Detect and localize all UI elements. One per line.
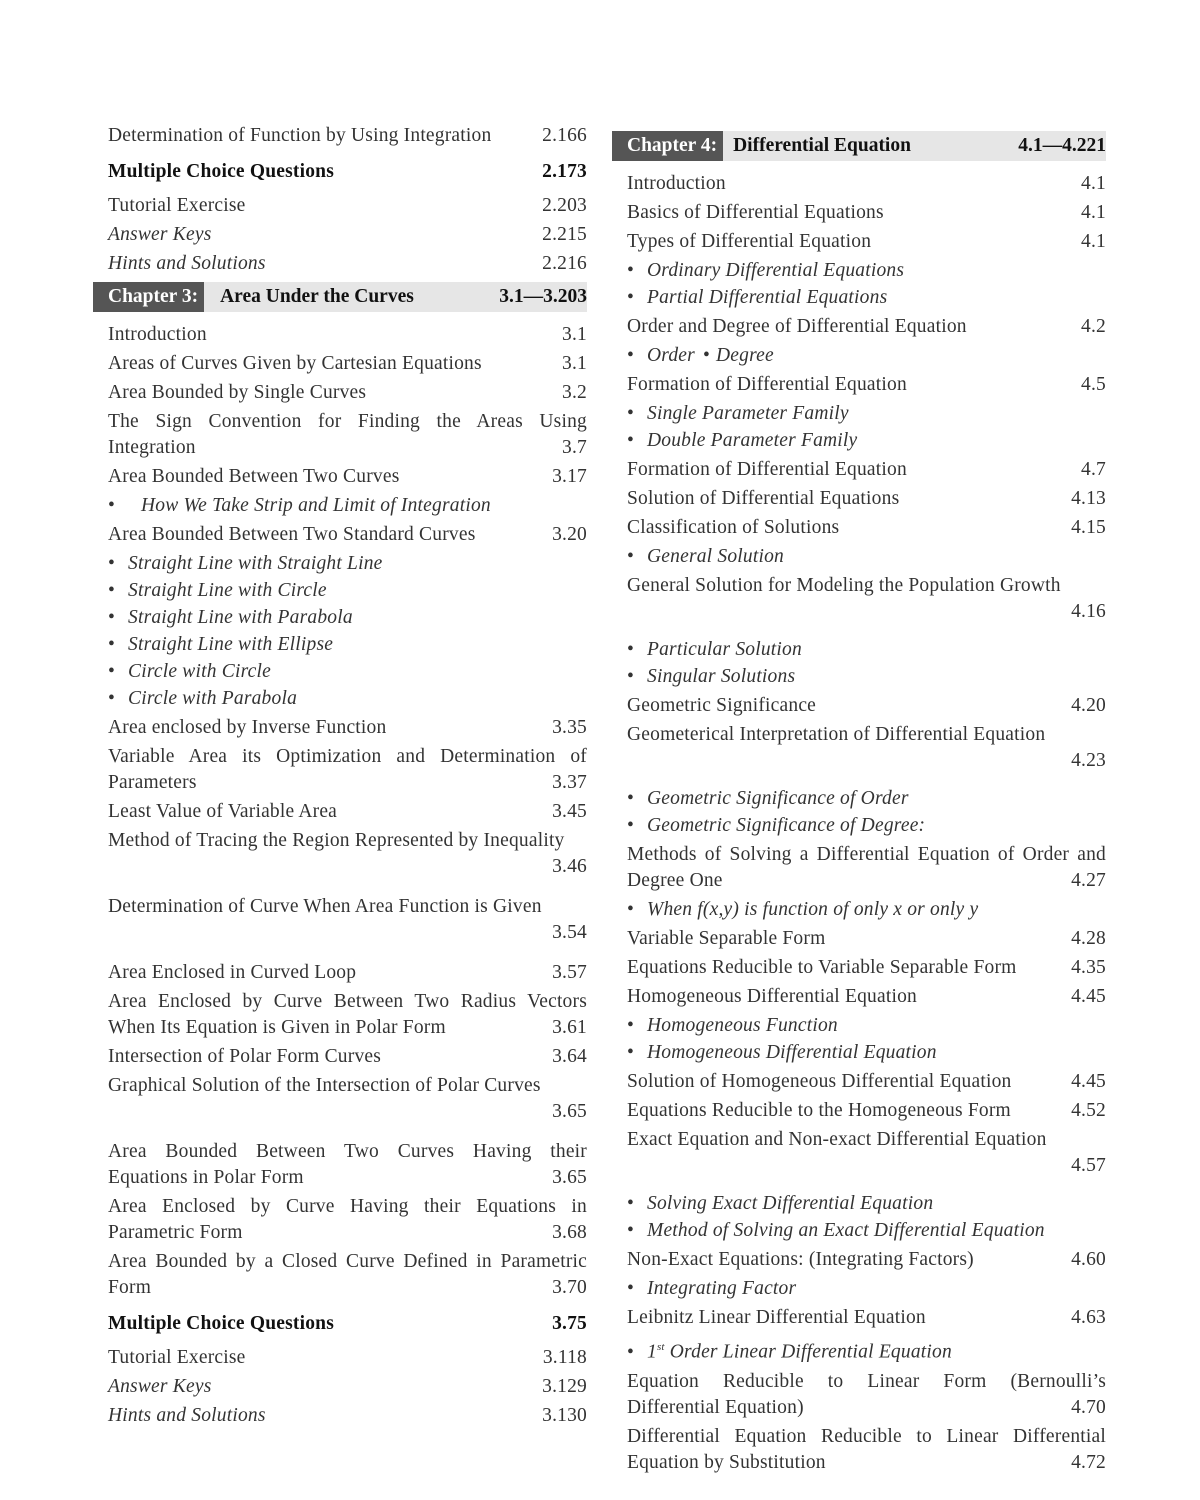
toc-entry[interactable] (612, 984, 1106, 1010)
bullet-icon: • (627, 546, 635, 567)
bullet-text: Straight Line with Circle (128, 580, 327, 601)
mcq-entry[interactable] (93, 159, 587, 185)
entry-page: 4.57 (1071, 1155, 1106, 1176)
entry-title: Leibnitz Linear Differential Equation (627, 1307, 926, 1328)
toc-entry[interactable] (612, 722, 1106, 774)
entry-title-line: Integration (108, 437, 196, 458)
entry-page: 3.65 (552, 1167, 587, 1188)
toc-entry[interactable] (612, 1369, 1106, 1421)
toc-entry[interactable] (612, 1098, 1106, 1124)
entry-page: 3.37 (552, 772, 587, 793)
entry-title: Hints and Solutions (108, 1405, 266, 1426)
entry-page: 3.57 (552, 962, 587, 983)
entry-page: 4.52 (1071, 1100, 1106, 1121)
bullet-icon: • (108, 661, 116, 682)
toc-entry[interactable] (612, 171, 1106, 197)
entry-page: 4.45 (1071, 986, 1106, 1007)
bullet-text: Order (647, 345, 695, 366)
chapter-range: 4.1—4.221 (1018, 135, 1106, 156)
bullet-item[interactable] (612, 664, 1106, 690)
entry-page: 4.2 (1081, 316, 1106, 337)
entry-page: 3.1 (562, 324, 587, 345)
entry-title: Multiple Choice Questions (108, 161, 335, 182)
entry-title: Tutorial Exercise (108, 1347, 246, 1368)
tutorial-entry[interactable] (93, 193, 587, 219)
bullet-text: Double Parameter Family (647, 430, 858, 451)
toc-entry[interactable] (612, 926, 1106, 952)
bullet-icon: • (627, 1341, 635, 1363)
bullet-text: Circle with Circle (128, 661, 271, 682)
toc-entry[interactable] (93, 828, 587, 880)
bullet-icon: • (627, 430, 635, 451)
bullet-icon: • (108, 495, 116, 516)
toc-entry[interactable] (612, 1127, 1106, 1179)
bullet-text: Singular Solutions (647, 666, 796, 687)
bullet-text: Particular Solution (647, 639, 802, 660)
bullet-icon: • (627, 788, 635, 809)
mcq-entry[interactable] (93, 1311, 587, 1337)
entry-page: 2.173 (542, 161, 587, 182)
toc-entry[interactable] (612, 515, 1106, 541)
tutorial-entry[interactable] (93, 1345, 587, 1371)
entry-title: General Solution for Modeling the Population Growth (627, 575, 1061, 596)
entry-page: 4.28 (1071, 928, 1106, 949)
chapter-badge: Chapter 3: (93, 282, 204, 312)
right-column (612, 131, 1106, 1479)
bullet-item[interactable] (93, 632, 587, 658)
bullet-text: Ordinary Differential Equations (647, 260, 905, 281)
bullet-item[interactable] (93, 686, 587, 712)
bullet-text: Degree (715, 345, 774, 366)
bullet-icon: • (627, 345, 635, 366)
entry-page: 3.20 (552, 524, 587, 545)
bullet-icon: • (627, 1015, 635, 1036)
bullet-icon: • (627, 1220, 635, 1241)
entry-page: 3.65 (552, 1101, 587, 1122)
toc-entry[interactable] (612, 486, 1106, 512)
entry-title: Geometric Significance (627, 695, 817, 716)
entry-title: Hints and Solutions (108, 253, 266, 274)
entry-page: 3.68 (552, 1222, 587, 1243)
entry-page: 2.216 (542, 253, 587, 274)
bullet-icon: • (627, 815, 635, 836)
toc-entry[interactable] (93, 894, 587, 946)
entry-title: Exact Equation and Non-exact Differential Equation (627, 1129, 1047, 1150)
bullet-icon: • (627, 899, 635, 920)
entry-page: 4.13 (1071, 488, 1106, 509)
toc-entry[interactable] (93, 123, 587, 149)
entry-title: Determination of Curve When Area Function is Given (108, 896, 542, 917)
entry-title: Variable Separable Form (627, 928, 826, 949)
bullet-text: General Solution (647, 546, 784, 567)
bullet-text: Geometric Significance of Order (647, 788, 909, 809)
toc-entry[interactable] (612, 1305, 1106, 1331)
bullet-item[interactable] (612, 343, 1106, 369)
bullet-text: When f(x,y) is function of only x or only y (647, 899, 979, 920)
entry-title: Determination of Function by Using Integration (108, 125, 492, 146)
toc-entry[interactable] (612, 314, 1106, 340)
entry-title: Tutorial Exercise (108, 195, 246, 216)
bullet-item[interactable] (612, 258, 1106, 284)
entry-page: 4.1 (1081, 231, 1106, 252)
entry-page: 3.75 (552, 1313, 587, 1334)
bullet-item[interactable] (612, 1276, 1106, 1302)
chapter-badge: Chapter 4: (612, 131, 723, 161)
bullet-item[interactable] (612, 1334, 1106, 1366)
toc-entry[interactable] (93, 1073, 587, 1125)
entry-page: 4.63 (1071, 1307, 1106, 1328)
bullet-text: Geometric Significance of Degree: (647, 815, 926, 836)
bullet-item[interactable] (612, 1218, 1106, 1244)
entry-title: Equations Reducible to the Homogeneous Form (627, 1100, 1011, 1121)
bullet-item[interactable] (93, 551, 587, 577)
entry-title: Classification of Solutions (627, 517, 840, 538)
entry-page: 3.64 (552, 1046, 587, 1067)
entry-page: 3.1 (562, 353, 587, 374)
entry-title: Solution of Differential Equations (627, 488, 900, 509)
bullet-text: Single Parameter Family (647, 403, 849, 424)
entry-title: Least Value of Variable Area (108, 801, 338, 822)
entry-page: 3.130 (542, 1405, 587, 1426)
entry-page: 2.215 (542, 224, 587, 245)
bullet-item[interactable] (612, 1040, 1106, 1066)
bullet-item[interactable] (93, 493, 587, 519)
toc-entry[interactable] (93, 744, 587, 796)
bullet-item[interactable] (612, 285, 1106, 311)
toc-entry[interactable] (612, 693, 1106, 719)
bullet-item[interactable] (93, 605, 587, 631)
entry-title-line: Methods of Solving a Differential Equation of Order and (627, 844, 1106, 865)
toc-entry[interactable] (612, 372, 1106, 398)
bullet-icon: • (108, 553, 116, 574)
answer-keys-entry[interactable] (93, 222, 587, 248)
hints-entry[interactable] (93, 251, 587, 277)
entry-page: 4.20 (1071, 695, 1106, 716)
toc-entry[interactable] (93, 1194, 587, 1246)
hints-entry[interactable] (93, 1403, 587, 1429)
entry-page: 4.70 (1071, 1396, 1106, 1418)
chapter-4-header[interactable] (612, 131, 1106, 161)
bullet-icon: • (627, 1042, 635, 1063)
toc-entry[interactable] (612, 1424, 1106, 1476)
entry-title-line: Equation Reducible to Linear Form (Bernoulli’s (627, 1370, 1106, 1392)
entry-title-line: Variable Area its Optimization and Determination of (108, 746, 587, 767)
entry-title: Basics of Differential Equations (627, 202, 884, 223)
toc-entry[interactable] (93, 380, 587, 406)
entry-page: 2.166 (542, 125, 587, 146)
entry-page: 3.70 (552, 1277, 587, 1298)
chapter-title: Differential Equation (733, 135, 911, 156)
entry-page: 4.60 (1071, 1249, 1106, 1270)
entry-title: Formation of Differential Equation (627, 459, 907, 480)
bullet-text: Homogeneous Differential Equation (647, 1042, 937, 1063)
entry-title: Equations Reducible to Variable Separable Form (627, 957, 1017, 978)
bullet-text: Straight Line with Ellipse (128, 634, 334, 655)
entry-title: Area Bounded by Single Curves (108, 382, 367, 403)
toc-entry[interactable] (93, 1139, 587, 1191)
entry-title-line: Form (108, 1277, 152, 1298)
chapter-range: 3.1—3.203 (499, 286, 587, 307)
entry-page: 2.203 (542, 195, 587, 216)
chapter-title: Area Under the Curves (220, 286, 414, 307)
entry-title: Graphical Solution of the Intersection of Polar Curves (108, 1075, 541, 1096)
toc-entry[interactable] (93, 522, 587, 548)
entry-title-line: Differential Equation) (627, 1396, 804, 1418)
bullet-icon: • (627, 403, 635, 424)
bullet-icon: • (702, 345, 710, 366)
bullet-text: Solving Exact Differential Equation (647, 1193, 934, 1214)
entry-page: 3.46 (552, 856, 587, 877)
bullet-icon: • (108, 580, 116, 601)
toc-entry[interactable] (612, 229, 1106, 255)
entry-title: Homogeneous Differential Equation (627, 986, 917, 1007)
entry-title: Introduction (108, 324, 207, 345)
entry-title: Order and Degree of Differential Equation (627, 316, 967, 337)
entry-title: Non-Exact Equations: (Integrating Factors) (627, 1249, 974, 1270)
entry-title: Types of Differential Equation (627, 231, 872, 252)
bullet-text: How We Take Strip and Limit of Integration (141, 495, 491, 516)
bullet-text: Circle with Parabola (128, 688, 298, 709)
toc-entry[interactable] (612, 842, 1106, 894)
entry-page: 4.45 (1071, 1071, 1106, 1092)
bullet-icon: • (627, 639, 635, 660)
entry-title-line: Area Enclosed by Curve Between Two Radius Vectors (108, 991, 587, 1012)
entry-page: 3.129 (542, 1376, 587, 1397)
entry-title: Areas of Curves Given by Cartesian Equations (108, 353, 482, 374)
entry-page: 4.16 (1071, 601, 1106, 622)
entry-title: Answer Keys (108, 1376, 212, 1397)
toc-entry[interactable] (612, 1247, 1106, 1273)
entry-title-line: Equations in Polar Form (108, 1167, 304, 1188)
answer-keys-entry[interactable] (93, 1374, 587, 1400)
bullet-item[interactable] (612, 1013, 1106, 1039)
entry-title-line: Parameters (108, 772, 197, 793)
ordinal-suffix: st (656, 1341, 665, 1353)
entry-title-line: Degree One (627, 870, 723, 891)
entry-page: 3.118 (542, 1347, 587, 1368)
bullet-item[interactable] (612, 897, 1106, 923)
toc-entry[interactable] (612, 573, 1106, 625)
toc-entry[interactable] (612, 955, 1106, 981)
toc-entry[interactable] (93, 799, 587, 825)
toc-entry[interactable] (93, 351, 587, 377)
entry-page: 4.23 (1071, 750, 1106, 771)
entry-page: 4.1 (1081, 202, 1106, 223)
bullet-item[interactable] (93, 659, 587, 685)
entry-page: 4.7 (1081, 459, 1106, 480)
entry-title-line: Parametric Form (108, 1222, 243, 1243)
bullet-item[interactable] (612, 786, 1106, 812)
entry-page: 3.17 (552, 466, 587, 487)
entry-title-line: Area Bounded by a Closed Curve Defined in Parametric (108, 1251, 587, 1272)
entry-page: 4.1 (1081, 173, 1106, 194)
entry-page: 3.2 (562, 382, 587, 403)
bullet-item[interactable] (612, 428, 1106, 454)
entry-page: 3.61 (552, 1017, 587, 1038)
bullet-icon: • (627, 666, 635, 687)
bullet-icon: • (108, 607, 116, 628)
entry-title: Method of Tracing the Region Represented by Inequality (108, 830, 565, 851)
entry-page: 4.35 (1071, 957, 1106, 978)
toc-entry[interactable] (93, 715, 587, 741)
bullet-text: Partial Differential Equations (647, 287, 888, 308)
bullet-icon: • (627, 1193, 635, 1214)
entry-title: Formation of Differential Equation (627, 374, 907, 395)
entry-page: 3.54 (552, 922, 587, 943)
entry-title-line: Differential Equation Reducible to Linear Differential (627, 1425, 1106, 1447)
entry-page: 4.5 (1081, 374, 1106, 395)
chapter-3-header[interactable] (93, 282, 587, 312)
entry-title: Geometerical Interpretation of Differential Equation (627, 724, 1046, 745)
entry-page: 3.7 (562, 437, 587, 458)
entry-title: Intersection of Polar Form Curves (108, 1046, 382, 1067)
left-column (93, 120, 587, 1432)
toc-entry[interactable] (93, 322, 587, 348)
bullet-icon: • (627, 1278, 635, 1299)
entry-title-line: Area Enclosed by Curve Having their Equations in (108, 1196, 587, 1217)
entry-title-line: Area Bounded Between Two Curves Having their (108, 1141, 587, 1162)
entry-title: Multiple Choice Questions (108, 1313, 335, 1334)
bullet-text: Straight Line with Straight Line (128, 553, 383, 574)
bullet-icon: • (108, 634, 116, 655)
bullet-item[interactable] (612, 401, 1106, 427)
toc-entry[interactable] (93, 1044, 587, 1070)
entry-title: Answer Keys (108, 224, 212, 245)
entry-title-line: The Sign Convention for Finding the Areas Using (108, 411, 587, 432)
entry-title: Area Bounded Between Two Curves (108, 466, 400, 487)
bullet-item[interactable] (612, 813, 1106, 839)
toc-entry[interactable] (612, 1069, 1106, 1095)
entry-title: Solution of Homogeneous Differential Equation (627, 1071, 1012, 1092)
entry-page: 4.27 (1071, 870, 1106, 891)
entry-title: Area enclosed by Inverse Function (108, 717, 387, 738)
entry-title: Introduction (627, 173, 726, 194)
toc-entry[interactable] (612, 457, 1106, 483)
entry-title-line: When Its Equation is Given in Polar Form (108, 1017, 446, 1038)
bullet-text: Homogeneous Function (647, 1015, 838, 1036)
toc-entry[interactable] (93, 989, 587, 1041)
entry-title: Area Bounded Between Two Standard Curves (108, 524, 476, 545)
entry-title: Area Enclosed in Curved Loop (108, 962, 357, 983)
bullet-item[interactable] (612, 1191, 1106, 1217)
toc-entry[interactable] (612, 200, 1106, 226)
bullet-icon: • (627, 260, 635, 281)
bullet-item[interactable] (612, 637, 1106, 663)
bullet-item[interactable] (93, 578, 587, 604)
toc-entry[interactable] (93, 464, 587, 490)
bullet-text: Method of Solving an Exact Differential Equation (647, 1220, 1045, 1241)
entry-page: 4.72 (1071, 1451, 1106, 1473)
bullet-text: 1 (647, 1341, 657, 1363)
toc-entry[interactable] (93, 1249, 587, 1301)
toc-entry[interactable] (93, 409, 587, 461)
bullet-icon: • (108, 688, 116, 709)
entry-title-line: Equation by Substitution (627, 1451, 826, 1473)
bullet-text: Straight Line with Parabola (128, 607, 353, 628)
bullet-text: Order Linear Differential Equation (664, 1341, 952, 1363)
bullet-icon: • (627, 287, 635, 308)
entry-page: 3.45 (552, 801, 587, 822)
bullet-item[interactable] (612, 544, 1106, 570)
toc-entry[interactable] (93, 960, 587, 986)
entry-page: 4.15 (1071, 517, 1106, 538)
bullet-text: Integrating Factor (647, 1278, 797, 1299)
entry-page: 3.35 (552, 717, 587, 738)
